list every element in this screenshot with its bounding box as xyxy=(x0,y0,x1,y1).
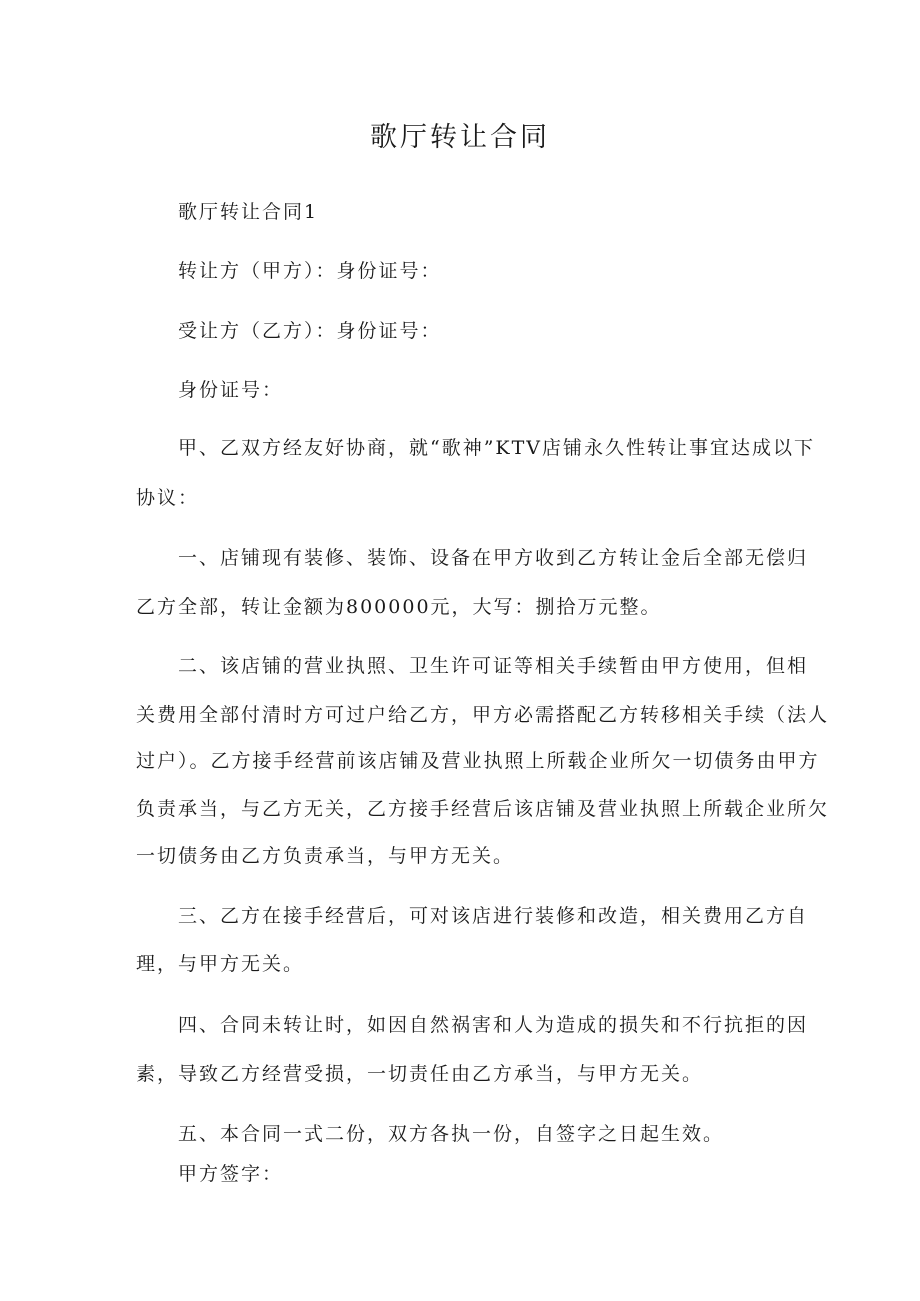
clause-3-line-1: 三、乙方在接手经营后，可对该店进行装修和改造，相关费用乙方自 xyxy=(178,905,809,927)
clause-1-line-2: 乙方全部，转让金额为800000元，大写：捌拾万元整。 xyxy=(136,596,662,618)
clause-4-line-1: 四、合同未转让时，如因自然祸害和人为造成的损失和不行抗拒的因 xyxy=(178,1014,809,1036)
intro-line-2: 协议： xyxy=(136,487,200,509)
clause-2-line-1: 二、该店铺的营业执照、卫生许可证等相关手续暂由甲方使用，但相 xyxy=(178,655,809,677)
document-title: 歌厅转让合同 xyxy=(370,122,550,153)
document-subtitle: 歌厅转让合同1 xyxy=(178,201,319,223)
signature-a-line: 甲方签字： xyxy=(178,1163,284,1185)
clause-5-line: 五、本合同一式二份，双方各执一份，自签字之日起生效。 xyxy=(178,1123,725,1145)
party-a-line: 转让方（甲方）：身份证号： xyxy=(178,260,442,282)
clause-4-line-2: 素，导致乙方经营受损，一切责任由乙方承当，与甲方无关。 xyxy=(136,1063,704,1085)
clause-1-line-1: 一、店铺现有装修、装饰、设备在甲方收到乙方转让金后全部无偿归 xyxy=(178,547,809,569)
id-number-line: 身份证号： xyxy=(178,379,284,401)
party-b-line: 受让方（乙方）：身份证号： xyxy=(178,320,442,342)
clause-2-line-5: 一切债务由乙方负责承当，与甲方无关。 xyxy=(136,845,515,867)
clause-2-line-3: 过户）。乙方接手经营前该店铺及营业执照上所载企业所欠一切债务由甲方 xyxy=(136,750,820,772)
intro-line-1: 甲、乙双方经友好协商，就“歌神”KTV店铺永久性转让事宜达成以下 xyxy=(178,437,816,459)
clause-2-line-4: 负责承当，与乙方无关，乙方接手经营后该店铺及营业执照上所载企业所欠 xyxy=(136,798,830,820)
clause-2-line-2: 关费用全部付清时方可过户给乙方，甲方必需搭配乙方转移相关手续（法人 xyxy=(136,704,830,726)
clause-3-line-2: 理，与甲方无关。 xyxy=(136,953,305,975)
